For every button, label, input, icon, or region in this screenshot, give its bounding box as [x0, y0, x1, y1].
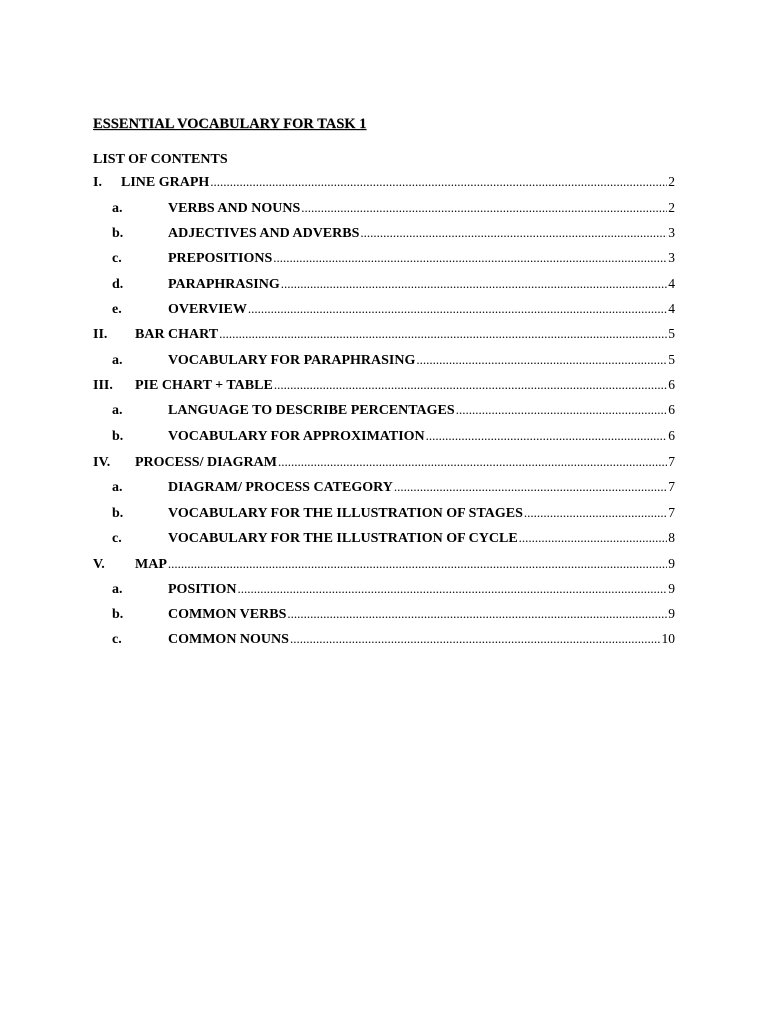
toc-leader-dots	[301, 198, 667, 218]
toc-entry[interactable]	[93, 248, 675, 268]
toc-entry-label: MAP	[135, 557, 167, 572]
toc-leader-dots	[274, 375, 667, 395]
toc-entry-label: POSITION	[168, 582, 237, 597]
toc-leader-dots	[394, 477, 667, 497]
toc-entry-page: 9	[668, 581, 675, 596]
toc-leader-dots	[273, 248, 667, 268]
toc-entry-number: a.	[112, 403, 123, 418]
toc-entry[interactable]	[93, 172, 675, 192]
toc-entry[interactable]	[93, 629, 675, 649]
toc-leader-dots	[281, 274, 668, 294]
toc-entry-page: 3	[668, 250, 675, 265]
toc-entry[interactable]	[93, 477, 675, 497]
toc-entry-label: LANGUAGE TO DESCRIBE PERCENTAGES	[168, 403, 455, 418]
toc-entry-page: 9	[668, 556, 675, 571]
toc-leader-dots	[219, 324, 667, 344]
toc-leader-dots	[237, 579, 667, 599]
toc-entry-page: 4	[668, 301, 675, 316]
toc-entry-page: 2	[668, 200, 675, 215]
toc-entry-label: VOCABULARY FOR THE ILLUSTRATION OF STAGES	[168, 506, 523, 521]
toc-entry-number: V.	[93, 557, 105, 572]
toc-entry[interactable]	[93, 400, 675, 420]
toc-entry-label: COMMON VERBS	[168, 607, 287, 622]
toc-leader-dots	[456, 400, 668, 420]
toc-entry-number: c.	[112, 251, 122, 266]
toc-entry-number: d.	[112, 277, 124, 292]
toc-leader-dots	[290, 629, 661, 649]
toc-entry-page: 3	[668, 225, 675, 240]
toc-entry[interactable]	[93, 299, 675, 319]
toc-entry-number: b.	[112, 607, 124, 622]
document-title: ESSENTIAL VOCABULARY FOR TASK 1	[93, 116, 367, 132]
toc-leader-dots	[248, 299, 667, 319]
toc-entry[interactable]	[93, 223, 675, 243]
toc-entry-page: 10	[661, 631, 675, 646]
toc-entry-number: a.	[112, 201, 123, 216]
toc-entry-label: BAR CHART	[135, 327, 219, 342]
toc-entry-page: 7	[668, 454, 675, 469]
toc-entry-label: ADJECTIVES AND ADVERBS	[168, 226, 360, 241]
toc-entry-page: 7	[668, 505, 675, 520]
toc-entry-number: a.	[112, 582, 123, 597]
toc-entry-page: 5	[668, 326, 675, 341]
toc-entry[interactable]	[93, 375, 675, 395]
toc-entry-label: PIE CHART + TABLE	[135, 378, 273, 393]
toc-entry-number: c.	[112, 531, 122, 546]
toc-entry[interactable]	[93, 426, 675, 446]
toc-entry-label: VOCABULARY FOR PARAPHRASING	[168, 353, 416, 368]
toc-entry-label: VOCABULARY FOR APPROXIMATION	[168, 429, 425, 444]
contents-heading: LIST OF CONTENTS	[93, 152, 228, 167]
toc-leader-dots	[210, 172, 667, 192]
toc-entry-label: VERBS AND NOUNS	[168, 201, 301, 216]
toc-entry-number: III.	[93, 378, 113, 393]
toc-entry-page: 8	[668, 530, 675, 545]
toc-entry[interactable]	[93, 503, 675, 523]
toc-entry-number: b.	[112, 429, 124, 444]
toc-entry[interactable]	[93, 604, 675, 624]
toc-leader-dots	[524, 503, 667, 523]
toc-entry-page: 4	[668, 276, 675, 291]
toc-entry-number: b.	[112, 226, 124, 241]
toc-entry-number: c.	[112, 632, 122, 647]
toc-entry-number: IV.	[93, 455, 111, 470]
toc-entry-label: PREPOSITIONS	[168, 251, 273, 266]
toc-entry-page: 2	[668, 174, 675, 189]
toc-entry-label: COMMON NOUNS	[168, 632, 289, 647]
toc-entry-page: 6	[668, 428, 675, 443]
toc-entry-page: 6	[668, 377, 675, 392]
toc-entry-number: b.	[112, 506, 124, 521]
toc-entry[interactable]	[93, 452, 675, 472]
toc-entry-number: a.	[112, 480, 123, 495]
toc-leader-dots	[168, 554, 667, 574]
toc-entry-page: 9	[668, 606, 675, 621]
toc-entry-number: a.	[112, 353, 123, 368]
toc-entry-label: PARAPHRASING	[168, 277, 280, 292]
toc-entry-page: 6	[668, 402, 675, 417]
toc-entry[interactable]	[93, 350, 675, 370]
toc-entry-label: LINE GRAPH	[121, 175, 210, 190]
toc-leader-dots	[360, 223, 667, 243]
toc-entry-label: OVERVIEW	[168, 302, 247, 317]
toc-entry-label: VOCABULARY FOR THE ILLUSTRATION OF CYCLE	[168, 531, 518, 546]
toc-entry-number: II.	[93, 327, 108, 342]
toc-entry[interactable]	[93, 528, 675, 548]
toc-leader-dots	[416, 350, 667, 370]
toc-leader-dots	[519, 528, 668, 548]
toc-entry[interactable]	[93, 324, 675, 344]
toc-entry-label: PROCESS/ DIAGRAM	[135, 455, 277, 470]
toc-entry[interactable]	[93, 274, 675, 294]
toc-entry[interactable]	[93, 579, 675, 599]
toc-leader-dots	[426, 426, 668, 446]
toc-entry-page: 5	[668, 352, 675, 367]
toc-entry-number: e.	[112, 302, 122, 317]
toc-entry[interactable]	[93, 554, 675, 574]
toc-leader-dots	[287, 604, 667, 624]
toc-entry-label: DIAGRAM/ PROCESS CATEGORY	[168, 480, 393, 495]
toc-leader-dots	[278, 452, 667, 472]
toc-entry-page: 7	[668, 479, 675, 494]
toc-entry[interactable]	[93, 198, 675, 218]
toc-entry-number: I.	[93, 175, 102, 190]
